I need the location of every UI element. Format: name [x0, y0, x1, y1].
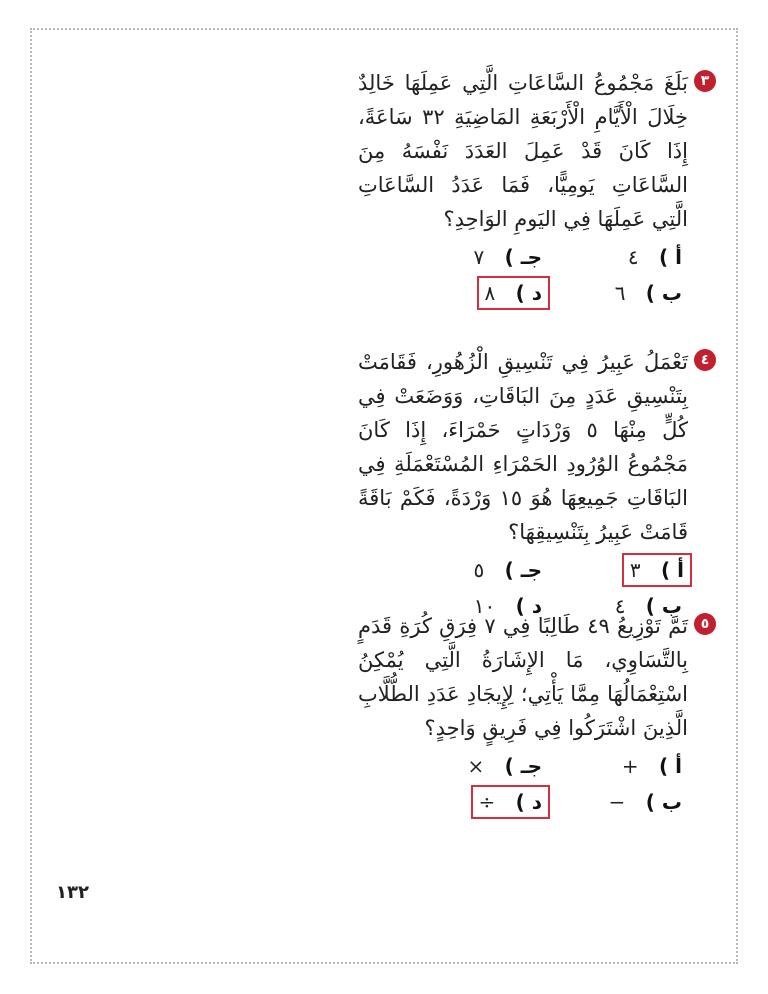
option-d-correct[interactable] — [477, 276, 550, 310]
question-text: تَمَّ تَوْزِيعُ ٤٩ طَالِبًا فِي ٧ فِرَقِ كُرَةِ قَدَمٍ بِالتَّسَاوِي، مَا الإِشَارَةُ الَّتِي يُمْكِنُ اسْتِعْمَالُهَا مِمَّا يَأْتِي؛ لِإِيجَادِ عَدَدِ الطُّلَّابِ الَّذِينَ اشْتَرَكُوا فِي فَرِيقٍ وَاحِدٍ؟ — [358, 614, 688, 740]
option-letter: ب ) — [645, 790, 682, 814]
option-b[interactable] — [609, 278, 688, 308]
option-value: ٤ — [614, 594, 626, 618]
option-letter: جـ ) — [504, 245, 542, 269]
question-5 — [358, 609, 710, 823]
option-value: ٣ — [629, 558, 641, 582]
answer-options — [358, 749, 688, 823]
question-4 — [358, 345, 710, 627]
option-letter: د ) — [515, 790, 542, 814]
option-c[interactable] — [462, 751, 548, 781]
option-value: ٧ — [473, 245, 485, 269]
option-a-correct[interactable] — [622, 553, 692, 587]
option-letter: أ ) — [659, 245, 682, 269]
question-number-badge: ٥ — [694, 613, 716, 635]
option-c[interactable] — [468, 242, 548, 272]
option-a[interactable] — [622, 242, 688, 272]
option-letter: ب ) — [645, 281, 682, 305]
option-value: ÷ — [478, 790, 496, 814]
option-value: ٨ — [484, 281, 496, 305]
option-letter: د ) — [515, 281, 542, 305]
question-3 — [358, 66, 710, 314]
option-a[interactable] — [616, 751, 688, 781]
option-b[interactable] — [603, 787, 688, 817]
question-text: بَلَغَ مَجْمُوعُ السَّاعَاتِ الَّتِي عَمِلَهَا خَالِدٌ خِلَالَ الْأَيَّامِ الْأَرْبَعَةِ المَاضِيَةِ ٣٢ سَاعَةً، إِذَا كَانَ قَدْ عَمِلَ العَدَدَ نَفْسَهُ مِنَ السَّاعَاتِ يَومِيًّا، فَمَا عَدَدُ السَّاعَاتِ الَّتِي عَمِلَهَا فِي اليَومِ الوَاحِدِ؟ — [358, 71, 688, 231]
option-value: ١٠ — [473, 594, 496, 618]
option-letter: جـ ) — [504, 754, 542, 778]
option-letter: أ ) — [659, 754, 682, 778]
option-value: ٤ — [627, 245, 639, 269]
question-number-badge: ٣ — [694, 70, 716, 92]
question-number-badge: ٤ — [694, 349, 716, 371]
option-letter: أ ) — [661, 558, 684, 582]
answer-options — [358, 240, 688, 314]
option-value: ٦ — [614, 281, 626, 305]
option-letter: ب ) — [645, 594, 682, 618]
page-number: ١٣٢ — [56, 882, 89, 903]
option-d-correct[interactable] — [471, 785, 551, 819]
question-text: تَعْمَلُ عَبِيرُ فِي تَنْسِيقِ الْزُهُورِ، فَقَامَتْ بِتَنْسِيقِ عَدَدٍ مِنَ البَاقَاتِ، وَوَضَعَتْ فِي كُلٍّ مِنْهَا ٥ وَرْدَاتٍ حَمْرَاءَ، إِذَا كَانَ مَجْمُوعُ الوُرُودِ الحَمْرَاءِ المُسْتَعْمَلَةِ فِي البَاقَاتِ جَمِيعِهَا هُوَ ١٥ وَرْدَةً، فَكَمْ بَاقَةً قَامَتْ عَبِيرُ بِتَنْسِيقِهَا؟ — [358, 350, 689, 544]
option-value: ٥ — [473, 558, 485, 582]
option-letter: جـ ) — [504, 558, 542, 582]
option-c[interactable] — [468, 555, 548, 585]
option-value: + — [621, 754, 639, 778]
option-value: − — [608, 790, 626, 814]
option-value: × — [467, 754, 485, 778]
option-letter: د ) — [515, 594, 542, 618]
